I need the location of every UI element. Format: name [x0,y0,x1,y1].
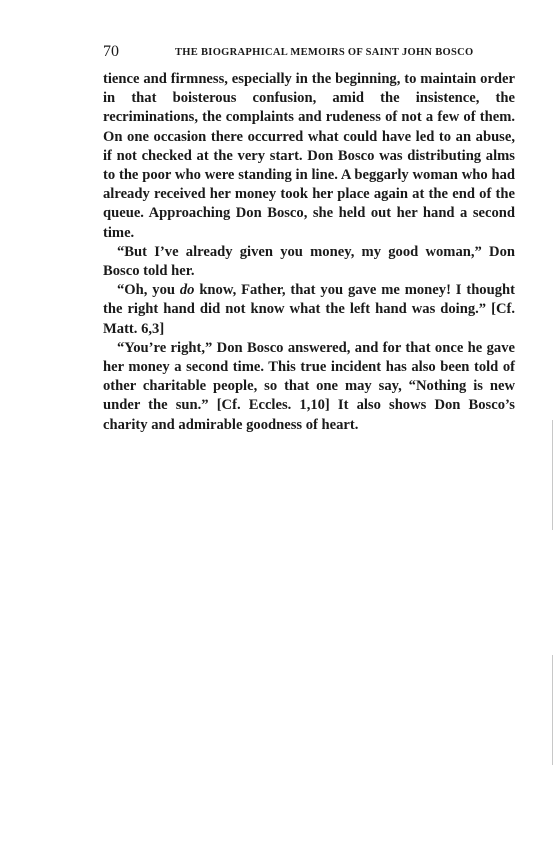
running-head [103,42,515,64]
paragraph-don-bosco-reply: “But I’ve already given you money, my good woman,” Don Bosco told her. [103,243,515,280]
body-text [103,70,515,435]
quote-rest: know, Father, that you gave me money! I thought the right hand did not know what the left hand was doing.” [Cf. Matt. 6,3] [103,282,515,337]
quote-lead: “Oh, you [117,282,180,299]
paragraph-continuation: tience and firmness, especially in the beginning, to maintain order in that boisterous confusion, amid the insistence, the recriminations, the complaints and rudeness of not a few of them. On one occasion there occurred what could have led to an abuse, if not checked at the very start. Don Bosco was distributing alms to the poor who were standing in line. A beggarly woman who had already received her money took her place again at the end of the queue. Approaching Don Bosco, she held out her hand a second time. [103,71,515,241]
page [103,42,515,435]
running-title: THE BIOGRAPHICAL MEMOIRS OF SAINT JOHN BOSCO [175,47,474,58]
emphasis-word: do [179,282,195,299]
page-edge-mark [552,420,553,530]
page-number: 70 [103,43,119,60]
paragraph-conclusion: “You’re right,” Don Bosco answered, and for that once he gave her money a second time. This true incident has also been told of other charitable people, so that one may say, “Nothing is new under the sun.” [Cf. Eccles. 1,10] It also shows Don Bosco’s charity and admirable goodness of heart. [103,339,515,433]
paragraph-woman-reply [103,281,515,339]
page-edge-mark [552,655,553,765]
